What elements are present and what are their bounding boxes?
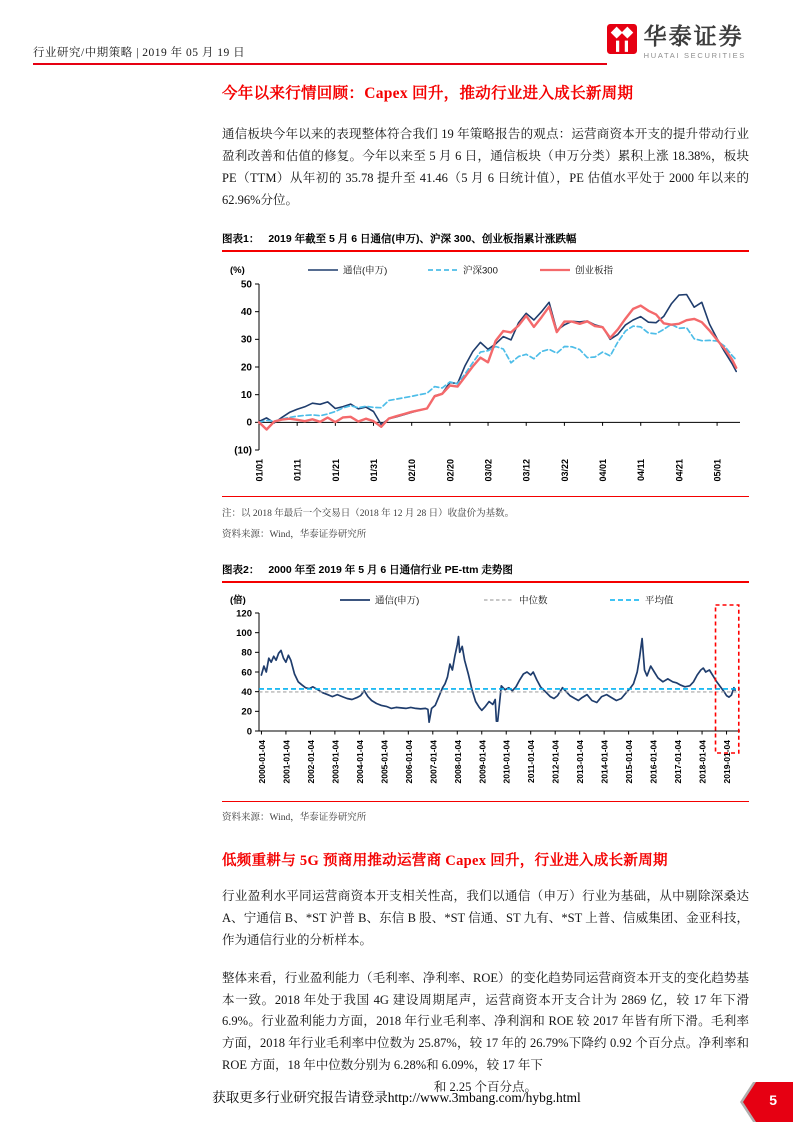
svg-text:01/01: 01/01 (254, 459, 265, 482)
figure1-caption (222, 231, 749, 252)
figure2-caption-text: 2000 年至 2019 年 5 月 6 日通信行业 PE-ttm 走势图 (268, 564, 513, 577)
header-rule (33, 63, 607, 65)
paragraph-3-tail: 和 2.25 个百分点。 (433, 1079, 538, 1094)
series-创业板指 (259, 306, 736, 430)
svg-text:创业板指: 创业板指 (575, 265, 614, 277)
svg-text:30: 30 (240, 335, 252, 347)
svg-text:0: 0 (246, 726, 252, 738)
figure2-caption-label: 图表2： (222, 564, 260, 577)
svg-text:03/12: 03/12 (521, 459, 532, 482)
svg-text:2014-01-04: 2014-01-04 (599, 740, 610, 784)
figure-2 (222, 562, 749, 823)
svg-text:0: 0 (246, 418, 252, 430)
page-number-badge (743, 1082, 793, 1122)
svg-text:100: 100 (236, 628, 252, 640)
figure1-caption-label: 图表1： (222, 233, 260, 246)
svg-text:2004-01-04: 2004-01-04 (354, 740, 365, 784)
svg-text:2017-01-04: 2017-01-04 (673, 740, 684, 784)
svg-text:2006-01-04: 2006-01-04 (403, 740, 414, 784)
svg-text:01/31: 01/31 (369, 459, 380, 482)
report-body (222, 84, 749, 1099)
svg-text:通信(申万): 通信(申万) (343, 265, 388, 277)
series-通信(申万) (259, 295, 736, 425)
svg-text:2016-01-04: 2016-01-04 (648, 740, 659, 784)
svg-text:20: 20 (240, 362, 252, 374)
svg-text:(10): (10) (234, 445, 252, 457)
svg-text:2000-01-04: 2000-01-04 (256, 740, 267, 784)
svg-text:(%): (%) (230, 265, 245, 277)
svg-text:50: 50 (240, 279, 252, 291)
figure2-source: 资料来源：Wind，华泰证券研究所 (222, 813, 367, 824)
svg-text:05/01: 05/01 (712, 459, 723, 482)
paragraph-2: 行业盈利水平同运营商资本开支相关性高，我们以通信（申万）行业为基础，从中剔除深桑达 A、宁通信 B、*ST 沪普 B、东信 B 股、*ST 信通、ST 九有、*ST 上普、信威集团、金亚科技，作为通信行业的分析样本。 (222, 889, 749, 947)
svg-text:(倍): (倍) (230, 595, 246, 607)
svg-text:2019-01-04: 2019-01-04 (722, 740, 733, 784)
figure1-note: 注：以 2018 年最后一个交易日（2018 年 12 月 28 日）收盘价为基数。 (222, 509, 515, 520)
svg-text:120: 120 (236, 608, 252, 620)
svg-text:01/21: 01/21 (330, 459, 341, 482)
svg-text:2003-01-04: 2003-01-04 (330, 740, 341, 784)
svg-text:20: 20 (241, 707, 252, 719)
svg-text:60: 60 (241, 667, 252, 679)
svg-text:2018-01-04: 2018-01-04 (697, 740, 708, 784)
paragraph-3: 整体来看，行业盈利能力（毛利率、净利率、ROE）的变化趋势同运营商资本开支的变化趋势基本一致。2018 年处于我国 4G 建设周期尾声，运营商资本开支合计为 2869 亿，较 17 年下滑 6.9%。行业盈利能力方面，2018 年行业毛利率、净利润和 ROE 较 2017 年皆有所下滑。毛利率方面，2018 年行业毛利率中位数为 25.87%，较 17 年的 26.79%下降约 0.92 个百分点。净利率和 ROE 方面，18 年中位数分别为 6.28%和 6.09%，较 17 年下 (222, 970, 749, 1072)
svg-text:2005-01-04: 2005-01-04 (379, 740, 390, 784)
svg-text:04/01: 04/01 (598, 459, 609, 482)
svg-text:02/20: 02/20 (445, 459, 456, 482)
footer-link-text[interactable]: 获取更多行业研究报告请登录http://www.3mbang.com/hybg.html (212, 1090, 581, 1105)
figure-1 (222, 231, 749, 540)
brand-text (644, 24, 746, 60)
huatai-logo-icon (607, 24, 637, 54)
series-通信(申万) (261, 637, 735, 723)
svg-text:2007-01-04: 2007-01-04 (428, 740, 439, 784)
pe-ttm-chart (222, 589, 749, 799)
svg-text:2015-01-04: 2015-01-04 (624, 740, 635, 784)
svg-text:04/11: 04/11 (636, 459, 647, 482)
svg-text:2009-01-04: 2009-01-04 (477, 740, 488, 784)
svg-text:通信(申万): 通信(申万) (375, 595, 420, 607)
section-title-1: 今年以来行情回顾：Capex 回升，推动行业进入成长新周期 (222, 85, 634, 102)
svg-text:中位数: 中位数 (519, 595, 548, 607)
svg-text:2012-01-04: 2012-01-04 (550, 740, 561, 784)
page-number: 5 (769, 1092, 777, 1108)
figure1-caption-text: 2019 年截至 5 月 6 日通信(申万)、沪深 300、创业板指累计涨跌幅 (268, 233, 577, 246)
svg-text:80: 80 (241, 648, 252, 660)
cumulative-return-chart (222, 252, 749, 497)
brand-name-en: HUATAI SECURITIES (643, 51, 746, 61)
svg-text:01/11: 01/11 (292, 459, 303, 482)
svg-text:2008-01-04: 2008-01-04 (452, 740, 463, 784)
figure2-caption (222, 562, 749, 583)
svg-text:2011-01-04: 2011-01-04 (526, 740, 537, 784)
svg-text:平均值: 平均值 (645, 595, 674, 607)
svg-text:沪深300: 沪深300 (463, 265, 498, 277)
section-title-2: 低频重耕与 5G 预商用推动运营商 Capex 回升，行业进入成长新周期 (222, 853, 668, 870)
pe-ttm-chart (222, 583, 749, 802)
svg-text:40: 40 (240, 307, 252, 319)
svg-text:40: 40 (241, 687, 252, 699)
svg-text:2013-01-04: 2013-01-04 (575, 740, 586, 784)
svg-text:2002-01-04: 2002-01-04 (305, 740, 316, 784)
svg-text:04/21: 04/21 (674, 459, 685, 482)
svg-text:10: 10 (240, 390, 252, 402)
svg-text:2010-01-04: 2010-01-04 (501, 740, 512, 784)
svg-text:03/02: 03/02 (483, 459, 494, 482)
report-category-date: 行业研究/中期策略 | 2019 年 05 月 19 日 (33, 47, 246, 59)
svg-text:2001-01-04: 2001-01-04 (281, 740, 292, 784)
figure1-source: 资料来源：Wind，华泰证券研究所 (222, 530, 367, 541)
paragraph-1: 通信板块今年以来的表现整体符合我们 19 年策略报告的观点：运营商资本开支的提升带动行业盈利改善和估值的修复。今年以来至 5 月 6 日，通信板块（申万分类）累积上涨 18.38%，板块 PE（TTM）从年初的 35.78 提升至 41.46（5 月 6 日统计值），PE 估值水平处于 2000 年以来的 62.96%分位。 (222, 127, 749, 207)
cumulative-return-chart (222, 258, 749, 494)
svg-text:02/10: 02/10 (407, 459, 418, 482)
svg-text:03/22: 03/22 (559, 459, 570, 482)
brand-name-cn: 华泰证券 (643, 23, 744, 49)
brand-logo (607, 24, 746, 60)
